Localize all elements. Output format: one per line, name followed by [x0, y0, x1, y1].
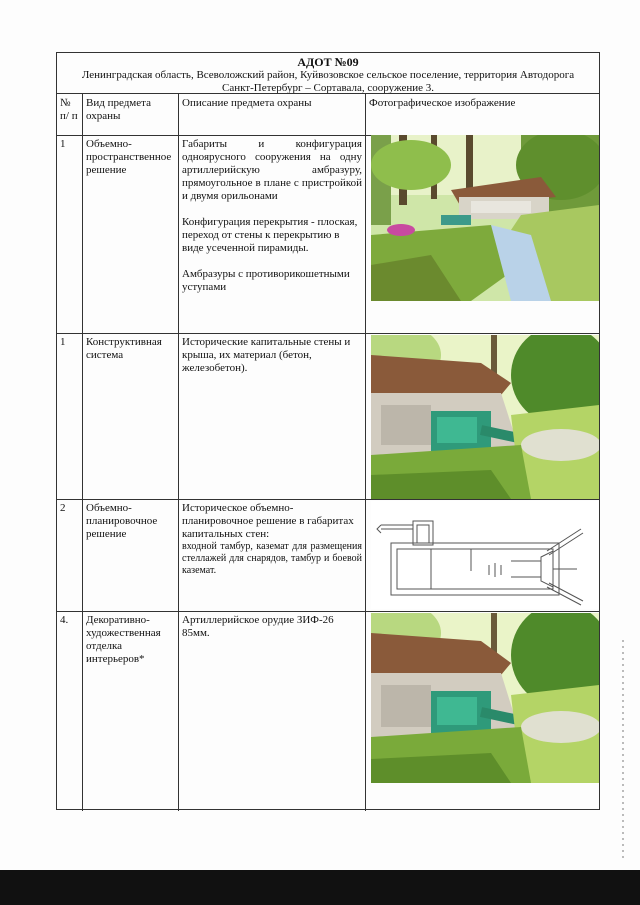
- col-rule-3: [365, 93, 366, 811]
- scan-artifact: [622, 640, 624, 860]
- col-rule-1: [82, 93, 83, 811]
- row-description: [179, 136, 365, 309]
- row-num: 1: [60, 336, 66, 348]
- row-description: [179, 334, 365, 377]
- row-type: Конструктивная система: [86, 336, 162, 361]
- row-num: 2: [60, 502, 66, 514]
- address-line-2: Санкт-Петербург – Сортавала, сооружение 3.: [222, 82, 434, 94]
- row-num: 4.: [60, 614, 69, 626]
- row-type: Декоративно-художественная отделка интерьеров*: [86, 614, 161, 665]
- row-type: Объемно-планировочное решение: [86, 502, 158, 540]
- object-address: [61, 69, 595, 95]
- desc-paragraph: входной тамбур, каземат для размещения стеллажей для снарядов, тамбур и боевой каземат.: [182, 541, 362, 576]
- floor-plan-drawing: [371, 501, 599, 609]
- protection-table: [56, 52, 600, 810]
- bunker-photo: [371, 135, 599, 301]
- desc-paragraph: Габариты и конфигурация одноярусного сооружения на одну артиллерийскую амбразуру, прямоугольное в плане с пристройкой и двумя орильонами: [182, 138, 362, 202]
- row-num: 1: [60, 138, 66, 150]
- desc-paragraph: Исторические капитальные стены и крыша, их материал (бетон, железобетон).: [182, 336, 351, 374]
- gun-photo: [371, 613, 599, 783]
- desc-paragraph: Историческое объемно-планировочное решение в габаритах капитальных стен:: [182, 502, 354, 540]
- desc-paragraph: Конфигурация перекрытия - плоская, переход от стены к перекрытию в виде усеченной пирамиды.: [182, 216, 358, 254]
- desc-paragraph: Артиллерийское орудие ЗИФ-26 85мм.: [182, 614, 334, 639]
- row-type: Объемно-пространственное решение: [86, 138, 172, 176]
- col-header-num: № п/ п: [60, 97, 78, 122]
- header-rule: [57, 93, 599, 94]
- col-header-type: Вид предмета охраны: [86, 97, 151, 122]
- row-description: [179, 500, 365, 579]
- row-description: [179, 612, 365, 642]
- gun-photo: [371, 335, 599, 499]
- col-header-photo: Фотографическое изображение: [369, 97, 516, 109]
- document-title: АДОТ №09: [297, 55, 359, 69]
- scan-border: [0, 870, 640, 905]
- desc-paragraph: Амбразуры с противорикошетными уступами: [182, 268, 350, 293]
- col-header-desc: Описание предмета охраны: [182, 97, 312, 109]
- address-line-1: Ленинградская область, Всеволожский район, Куйвозовское сельское поселение, территория Автодорога: [81, 69, 575, 81]
